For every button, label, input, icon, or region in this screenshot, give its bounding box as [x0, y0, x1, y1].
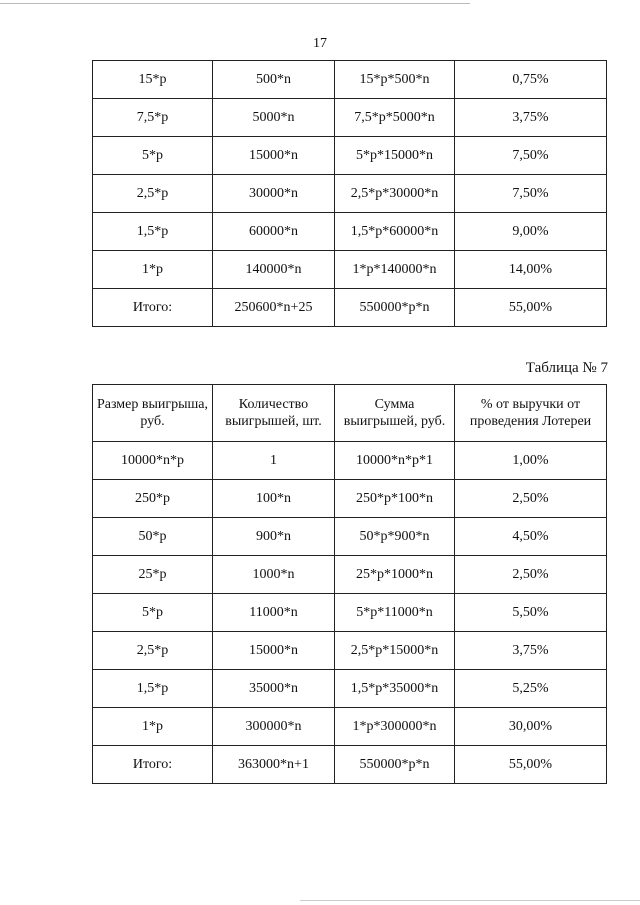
cell-prize-sum: 10000*n*р*1: [335, 442, 455, 480]
cell-revenue-percent: 30,00%: [455, 708, 607, 746]
cell-revenue-percent: 4,50%: [455, 518, 607, 556]
cell-prize-count: 30000*n: [213, 175, 335, 213]
cell-prize-size: 5*р: [93, 594, 213, 632]
cell-prize-count: 300000*n: [213, 708, 335, 746]
cell-prize-size: 250*р: [93, 480, 213, 518]
cell-prize-sum: 1,5*р*60000*n: [335, 213, 455, 251]
table-row: [93, 289, 607, 327]
cell-revenue-percent: 14,00%: [455, 251, 607, 289]
cell-prize-count: 35000*n: [213, 670, 335, 708]
prize-table-7: [92, 384, 607, 784]
cell-prize-sum: 50*р*900*n: [335, 518, 455, 556]
header-revenue-percent: % от выручки от проведения Лотереи: [455, 385, 607, 442]
cell-revenue-percent: 9,00%: [455, 213, 607, 251]
cell-revenue-percent: 0,75%: [455, 61, 607, 99]
cell-prize-sum: 550000*р*n: [335, 289, 455, 327]
table-row: [93, 213, 607, 251]
cell-prize-sum: 250*р*100*n: [335, 480, 455, 518]
cell-prize-sum: 2,5*р*15000*n: [335, 632, 455, 670]
cell-revenue-percent: 2,50%: [455, 556, 607, 594]
cell-prize-count: 100*n: [213, 480, 335, 518]
table-row: [93, 708, 607, 746]
prize-table-continuation: [92, 60, 607, 327]
scan-edge-line-bottom: [300, 900, 640, 901]
cell-prize-count: 250600*n+25: [213, 289, 335, 327]
cell-prize-count: 140000*n: [213, 251, 335, 289]
cell-prize-count: 363000*n+1: [213, 746, 335, 784]
header-prize-sum: Сумма выигрышей, руб.: [335, 385, 455, 442]
table-row: [93, 556, 607, 594]
table-row: [93, 99, 607, 137]
cell-revenue-percent: 3,75%: [455, 99, 607, 137]
cell-prize-sum: 5*р*11000*n: [335, 594, 455, 632]
page-number: 17: [313, 36, 327, 51]
table-7-caption: Таблица № 7: [525, 360, 608, 376]
cell-revenue-percent: 1,00%: [455, 442, 607, 480]
cell-prize-sum: 15*р*500*n: [335, 61, 455, 99]
header-prize-size: Размер выигрыша, руб.: [93, 385, 213, 442]
table-row: [93, 594, 607, 632]
cell-prize-size: 7,5*р: [93, 99, 213, 137]
cell-prize-size: 2,5*р: [93, 632, 213, 670]
table-row: [93, 670, 607, 708]
cell-revenue-percent: 5,25%: [455, 670, 607, 708]
cell-prize-size: 2,5*р: [93, 175, 213, 213]
cell-prize-size: 25*р: [93, 556, 213, 594]
cell-prize-count: 15000*n: [213, 137, 335, 175]
cell-prize-sum: 2,5*р*30000*n: [335, 175, 455, 213]
cell-prize-count: 1000*n: [213, 556, 335, 594]
cell-prize-sum: 550000*р*n: [335, 746, 455, 784]
cell-prize-size: Итого:: [93, 746, 213, 784]
cell-revenue-percent: 2,50%: [455, 480, 607, 518]
cell-prize-count: 11000*n: [213, 594, 335, 632]
cell-prize-size: 1,5*р: [93, 670, 213, 708]
cell-prize-size: 1,5*р: [93, 213, 213, 251]
table-row: [93, 518, 607, 556]
table-row: [93, 480, 607, 518]
cell-revenue-percent: 55,00%: [455, 289, 607, 327]
table-header-row: [93, 385, 607, 442]
cell-revenue-percent: 5,50%: [455, 594, 607, 632]
table-row: [93, 175, 607, 213]
cell-prize-count: 15000*n: [213, 632, 335, 670]
table-row: [93, 746, 607, 784]
cell-revenue-percent: 7,50%: [455, 175, 607, 213]
cell-prize-size: 5*р: [93, 137, 213, 175]
table-row: [93, 442, 607, 480]
table-row: [93, 61, 607, 99]
cell-prize-sum: 1*р*300000*n: [335, 708, 455, 746]
cell-prize-count: 1: [213, 442, 335, 480]
cell-prize-size: 1*р: [93, 251, 213, 289]
cell-prize-sum: 7,5*р*5000*n: [335, 99, 455, 137]
cell-prize-size: 15*р: [93, 61, 213, 99]
cell-prize-count: 60000*n: [213, 213, 335, 251]
scan-edge-line: [0, 3, 470, 4]
cell-prize-sum: 1,5*р*35000*n: [335, 670, 455, 708]
cell-prize-sum: 25*р*1000*n: [335, 556, 455, 594]
table-row: [93, 632, 607, 670]
cell-prize-size: 10000*n*р: [93, 442, 213, 480]
cell-revenue-percent: 55,00%: [455, 746, 607, 784]
table-row: [93, 137, 607, 175]
table-row: [93, 251, 607, 289]
cell-prize-size: 1*р: [93, 708, 213, 746]
cell-prize-sum: 5*р*15000*n: [335, 137, 455, 175]
cell-prize-size: Итого:: [93, 289, 213, 327]
cell-prize-sum: 1*р*140000*n: [335, 251, 455, 289]
cell-revenue-percent: 7,50%: [455, 137, 607, 175]
cell-prize-size: 50*р: [93, 518, 213, 556]
cell-prize-count: 500*n: [213, 61, 335, 99]
cell-revenue-percent: 3,75%: [455, 632, 607, 670]
cell-prize-count: 900*n: [213, 518, 335, 556]
header-prize-count: Количество выигрышей, шт.: [213, 385, 335, 442]
cell-prize-count: 5000*n: [213, 99, 335, 137]
